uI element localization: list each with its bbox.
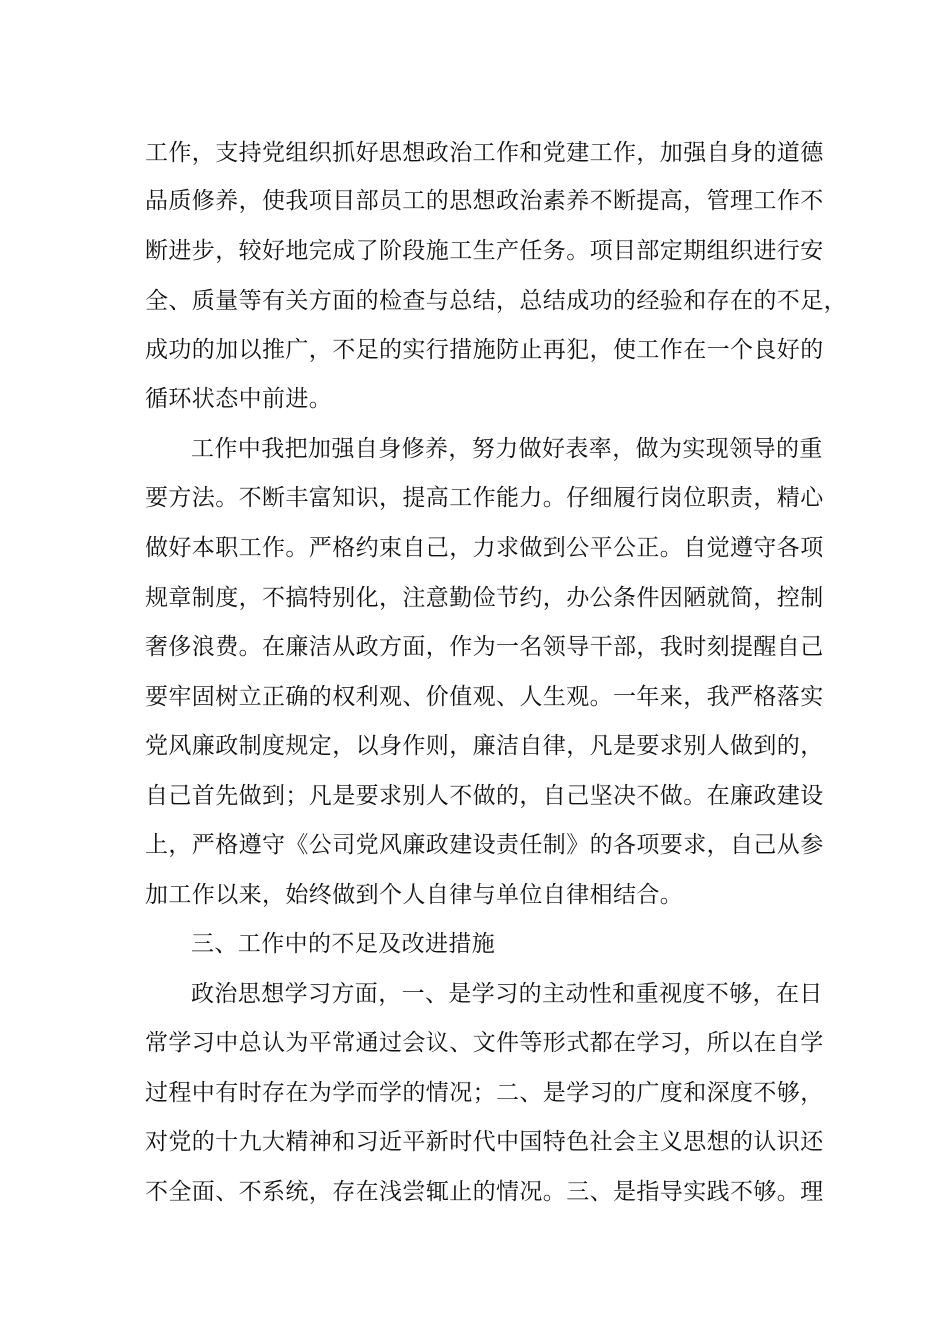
body-text-line: 全、质量等有关方面的检查与总结，总结成功的经验和存在的不足，: [145, 288, 847, 314]
body-text-line: 规章制度，不搞特别化，注意勤俭节约，办公条件因陋就简，控制: [145, 585, 824, 611]
body-text-line: 自己首先做到；凡是要求别人不做的，自己坚决不做。在廉政建设: [145, 783, 824, 809]
body-text-line: 党风廉政制度规定，以身作则，廉洁自律，凡是要求别人做到的，: [145, 733, 824, 759]
body-text-line: 上，严格遵守《公司党风廉政建设责任制》的各项要求，自己从参: [145, 832, 824, 858]
body-text-line: 加工作以来，始终做到个人自律与单位自律相结合。: [145, 882, 684, 908]
body-text-line: 奢侈浪费。在廉洁从政方面，作为一名领导干部，我时刻提醒自己: [145, 634, 824, 660]
body-text-line: 工作，支持党组织抓好思想政治工作和党建工作，加强自身的道德: [145, 140, 824, 166]
body-text-line: 做好本职工作。严格约束自己，力求做到公平公正。自觉遵守各项: [145, 535, 824, 561]
paragraph-first-line: 工作中我把加强自身修养，努力做好表率，做为实现领导的重: [191, 436, 823, 462]
body-text-line: 对党的十九大精神和习近平新时代中国特色社会主义思想的认识还: [145, 1129, 824, 1155]
body-text-line: 成功的加以推广，不足的实行措施防止再犯，使工作在一个良好的: [145, 337, 824, 363]
body-text-line: 不全面、不系统，存在浅尝辄止的情况。三、是指导实践不够。理: [145, 1179, 824, 1205]
body-text-line: 常学习中总认为平常通过会议、文件等形式都在学习，所以在自学: [145, 1030, 824, 1056]
body-text-line: 循环状态中前进。: [145, 386, 333, 412]
body-text-line: 要方法。不断丰富知识，提高工作能力。仔细履行岗位职责，精心: [145, 485, 824, 511]
body-text-line: 过程中有时存在为学而学的情况；二、是学习的广度和深度不够，: [145, 1080, 824, 1106]
section-heading: 三、工作中的不足及改进措施: [191, 931, 496, 957]
body-text-line: 断进步，较好地完成了阶段施工生产任务。项目部定期组织进行安: [145, 238, 824, 264]
paragraph-first-line: 政治思想学习方面，一、是学习的主动性和重视度不够，在日: [191, 981, 823, 1007]
body-text-line: 品质修养，使我项目部员工的思想政治素养不断提高，管理工作不: [145, 188, 824, 214]
body-text-line: 要牢固树立正确的权利观、价值观、人生观。一年来，我严格落实: [145, 684, 824, 710]
